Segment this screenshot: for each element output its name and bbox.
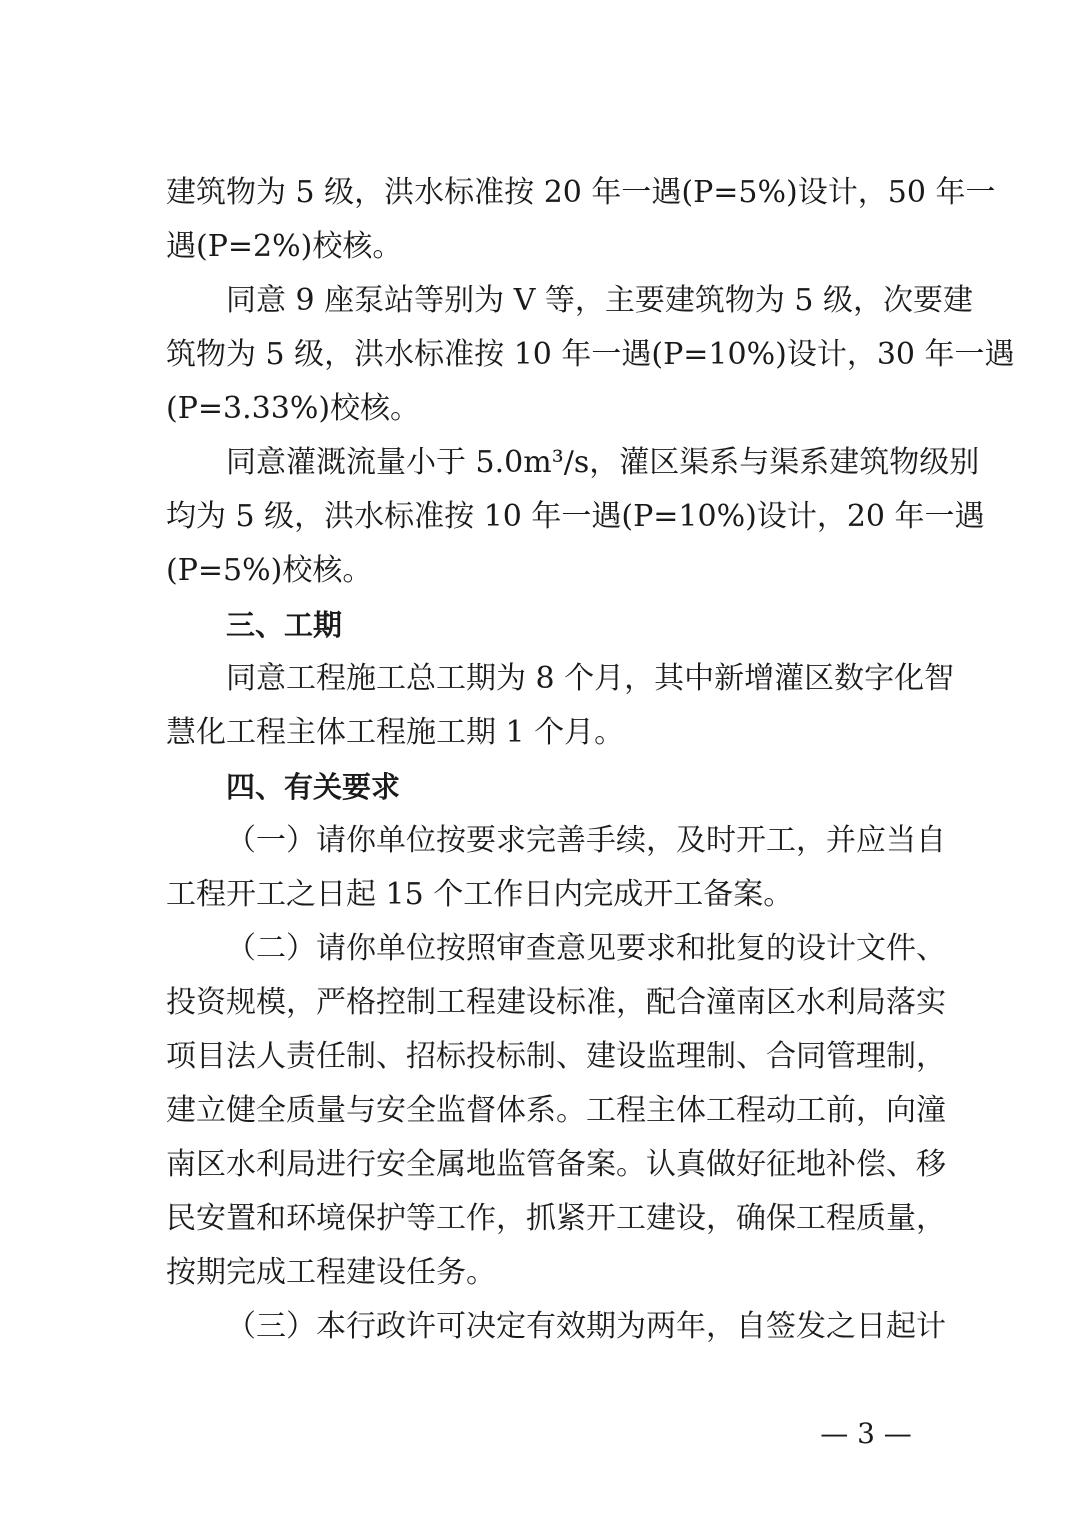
paragraph-line-6: 同意灌溉流量小于 5.0m³/s，灌区渠系与渠系建筑物级别 [226, 445, 980, 480]
paragraph-line-10: 同意工程施工总工期为 8 个月，其中新增灌区数字化智 [226, 661, 955, 696]
paragraph-line-18: 建立健全质量与安全监督体系。工程主体工程动工前，向潼 [166, 1093, 946, 1128]
paragraph-line-19: 南区水利局进行安全属地监管备案。认真做好征地补偿、移 [166, 1147, 946, 1182]
paragraph-line-4: 筑物为 5 级，洪水标准按 10 年一遇(P=10%)设计，30 年一遇 [166, 337, 1015, 372]
section-heading-requirements: 四、有关要求 [226, 770, 401, 804]
paragraph-line-20: 民安置和环境保护等工作，抓紧开工建设，确保工程质量， [166, 1201, 946, 1236]
paragraph-line-1: 建筑物为 5 级，洪水标准按 20 年一遇(P=5%)设计，50 年一 [166, 175, 996, 210]
section-heading-schedule: 三、工期 [226, 608, 343, 642]
paragraph-line-16: 投资规模，严格控制工程建设标准，配合潼南区水利局落实 [166, 985, 946, 1020]
paragraph-line-8: (P=5%)校核。 [166, 553, 373, 588]
paragraph-line-15: （二）请你单位按照审查意见要求和批复的设计文件、 [226, 931, 946, 966]
paragraph-line-2: 遇(P=2%)校核。 [166, 229, 403, 264]
paragraph-line-7: 均为 5 级，洪水标准按 10 年一遇(P=10%)设计，20 年一遇 [166, 499, 985, 534]
paragraph-line-3: 同意 9 座泵站等别为 V 等，主要建筑物为 5 级，次要建 [226, 283, 974, 318]
paragraph-line-17: 项目法人责任制、招标投标制、建设监理制、合同管理制， [166, 1039, 946, 1074]
page-number: — 3 — [820, 1417, 912, 1450]
paragraph-line-22: （三）本行政许可决定有效期为两年，自签发之日起计 [226, 1309, 946, 1344]
paragraph-line-5: (P=3.33%)校核。 [166, 391, 421, 426]
paragraph-line-13: （一）请你单位按要求完善手续，及时开工，并应当自 [226, 823, 946, 858]
paragraph-line-11: 慧化工程主体工程施工期 1 个月。 [166, 715, 625, 750]
paragraph-line-21: 按期完成工程建设任务。 [166, 1255, 496, 1290]
paragraph-line-14: 工程开工之日起 15 个工作日内完成开工备案。 [166, 877, 794, 912]
